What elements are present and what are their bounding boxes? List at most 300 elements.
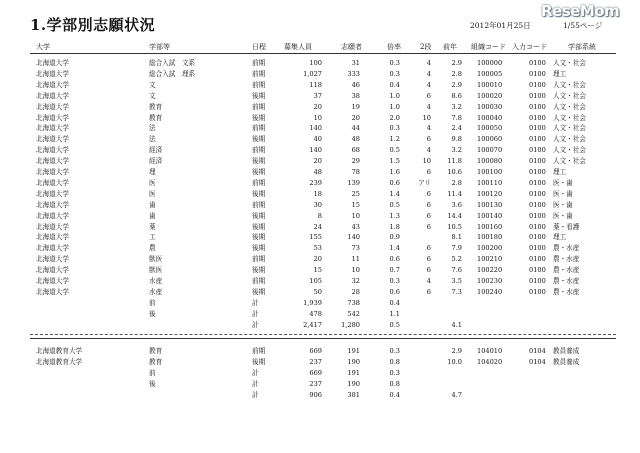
cell-univ: 北海道大学	[36, 277, 69, 285]
cell-prev: 2.9	[451, 80, 462, 89]
cell-ratio: 0.3	[389, 347, 400, 355]
cell-dan: 4	[426, 59, 431, 67]
cell-field: 教員養成	[553, 357, 580, 366]
cell-ratio: 0.7	[389, 266, 400, 275]
cell-field: 農・水産	[553, 255, 580, 264]
table-row	[30, 287, 616, 297]
table-row	[30, 200, 616, 210]
cell-apps: 43	[351, 222, 360, 231]
cell-univ: 北海道大学	[36, 266, 69, 275]
cell-field: 人文・社会	[553, 102, 586, 111]
cell-dan: 6	[426, 255, 431, 264]
cell-faculty: 理	[149, 168, 156, 176]
cell-dan: 6	[426, 200, 431, 209]
cell-cap: 50	[313, 287, 322, 296]
cell-ratio: 1.4	[389, 189, 400, 198]
cell-prev: 3.2	[451, 102, 462, 111]
cell-ratio: 0.3	[389, 59, 400, 67]
cell-inp: 0100	[529, 244, 546, 253]
cell-ratio: 0.4	[389, 80, 400, 89]
cell-cap: 10	[313, 113, 322, 122]
cell-univ: 北海道大学	[36, 59, 69, 67]
cell-dan: 4	[426, 277, 431, 285]
cell-prev: 3.5	[451, 277, 462, 285]
cell-faculty: 医	[149, 189, 156, 198]
cell-inp: 0100	[529, 255, 546, 264]
cell-ratio: 0.4	[389, 298, 400, 307]
cell-univ: 北海道大学	[36, 244, 69, 253]
cell-org: 100005	[477, 69, 503, 78]
cell-prev: 14.4	[447, 211, 462, 220]
cell-cap: 1,027	[303, 69, 322, 78]
cell-dan: 6	[426, 211, 431, 220]
cell-faculty: 前	[149, 298, 156, 307]
cell-univ: 北海道大学	[36, 124, 69, 133]
cell-sched: 後期	[252, 91, 266, 100]
cell-field: 人文・社会	[553, 59, 586, 67]
section-rule	[30, 338, 616, 339]
cell-univ: 北海道大学	[36, 178, 69, 187]
cell-faculty: 後	[149, 379, 156, 388]
cell-sched: 計	[252, 320, 259, 329]
cell-sched: 後期	[252, 244, 266, 253]
cell-org: 100160	[477, 222, 503, 231]
table-row	[30, 145, 616, 155]
cell-org: 100080	[477, 157, 503, 166]
cell-cap: 2,417	[303, 320, 322, 329]
table-row	[30, 69, 616, 79]
cell-faculty: 薬	[149, 222, 156, 231]
col-header-faculty: 学部等	[149, 43, 170, 51]
table-row	[30, 232, 616, 242]
cell-univ: 北海道大学	[36, 91, 69, 100]
cell-faculty: 水産	[149, 277, 163, 285]
cell-sched: 後期	[252, 211, 266, 220]
cell-dan: 6	[426, 266, 431, 275]
total-row	[30, 368, 616, 378]
cell-apps: 191	[347, 347, 360, 355]
cell-ratio: 0.4	[389, 390, 400, 399]
cell-dan: 6	[426, 91, 431, 100]
cell-ratio: 0.8	[389, 379, 400, 388]
cell-faculty: 経済	[149, 146, 163, 155]
cell-faculty: 医	[149, 178, 156, 187]
cell-sched: 前期	[252, 200, 266, 209]
cell-cap: 37	[313, 91, 322, 100]
cell-ratio: 0.6	[389, 255, 400, 264]
cell-cap: 155	[309, 233, 322, 242]
cell-cap: 30	[313, 200, 322, 209]
cell-org: 100120	[477, 189, 503, 198]
cell-apps: 381	[347, 390, 360, 399]
cell-sched: 前期	[252, 347, 266, 355]
cell-univ: 北海道大学	[36, 146, 69, 155]
cell-faculty: 獣医	[149, 255, 163, 264]
cell-sched: 前期	[252, 255, 266, 264]
table-row	[30, 80, 616, 90]
cell-inp: 0104	[529, 357, 546, 366]
cell-inp: 0100	[529, 59, 546, 67]
cell-inp: 0100	[529, 102, 546, 111]
cell-dan: 4	[426, 124, 431, 133]
cell-sched: 前期	[252, 124, 266, 133]
cell-ratio: 0.5	[389, 146, 400, 155]
cell-sched: 後期	[252, 222, 266, 231]
cell-ratio: 0.5	[389, 200, 400, 209]
table-row	[30, 58, 616, 68]
cell-sched: 計	[252, 309, 259, 318]
cell-apps: 19	[351, 102, 360, 111]
page-number: 1/55ページ	[563, 21, 603, 30]
cell-cap: 48	[313, 168, 322, 176]
cell-org: 100240	[477, 287, 503, 296]
cell-faculty: 文	[149, 91, 156, 100]
cell-prev: 8.6	[451, 91, 462, 100]
cell-prev: 4.7	[451, 390, 462, 399]
table-row	[30, 346, 616, 356]
col-header-org-code: 組織コード	[471, 43, 506, 51]
cell-prev: 7.6	[451, 266, 462, 275]
cell-apps: 191	[347, 368, 360, 377]
total-row	[30, 298, 616, 308]
cell-apps: 78	[351, 168, 360, 176]
cell-univ: 北海道大学	[36, 113, 69, 122]
cell-cap: 140	[309, 124, 322, 133]
cell-dan: 4	[426, 69, 431, 78]
cell-field: 人文・社会	[553, 146, 586, 155]
cell-apps: 29	[351, 157, 360, 166]
cell-org: 100010	[477, 80, 503, 89]
cell-org: 100040	[477, 113, 503, 122]
table-row	[30, 102, 616, 112]
cell-org: 100050	[477, 124, 503, 133]
cell-inp: 0100	[529, 287, 546, 296]
cell-inp: 0100	[529, 233, 546, 242]
total-row	[30, 320, 616, 330]
col-header-field: 学部系統	[568, 43, 596, 51]
cell-cap: 140	[309, 146, 322, 155]
cell-field: 医・歯	[553, 189, 573, 198]
cell-inp: 0100	[529, 146, 546, 155]
cell-ratio: 2.0	[389, 113, 400, 122]
cell-sched: 前期	[252, 102, 266, 111]
cell-cap: 15	[313, 266, 322, 275]
cell-field: 農・水産	[553, 266, 580, 275]
cell-prev: 7.9	[451, 244, 462, 253]
report-date: 2012年01月25日	[470, 21, 531, 30]
cell-prev: 5.2	[451, 255, 462, 264]
cell-org: 100000	[477, 59, 503, 67]
cell-dan: 6	[426, 189, 431, 198]
cell-ratio: 1.0	[389, 91, 400, 100]
cell-cap: 239	[309, 178, 322, 187]
col-header-schedule: 日程	[252, 43, 266, 51]
cell-prev: 7.3	[451, 287, 462, 296]
table-row	[30, 91, 616, 101]
cell-ratio: 1.4	[389, 244, 400, 253]
cell-apps: 68	[351, 146, 360, 155]
cell-univ: 北海道大学	[36, 189, 69, 198]
cell-cap: 20	[313, 255, 322, 264]
cell-org: 100030	[477, 102, 503, 111]
cell-dan: 6	[426, 244, 431, 253]
cell-prev: 2.9	[451, 59, 462, 67]
cell-ratio: 0.6	[389, 178, 400, 187]
cell-inp: 0100	[529, 157, 546, 166]
cell-sched: 前期	[252, 178, 266, 187]
cell-org: 100220	[477, 266, 503, 275]
cell-faculty: 教育	[149, 347, 163, 355]
cell-cap: 669	[309, 368, 322, 377]
table-row	[30, 357, 616, 367]
table-row	[30, 265, 616, 275]
cell-faculty: 法	[149, 135, 156, 144]
cell-ratio: 0.3	[389, 368, 400, 377]
cell-org: 100060	[477, 135, 503, 144]
cell-apps: 31	[351, 59, 360, 67]
cell-cap: 40	[313, 135, 322, 144]
cell-inp: 0100	[529, 168, 546, 176]
cell-dan: 10	[422, 157, 431, 166]
cell-org: 100200	[477, 244, 503, 253]
cell-apps: 20	[351, 113, 360, 122]
cell-inp: 0100	[529, 189, 546, 198]
cell-ratio: 0.8	[389, 357, 400, 366]
table-row	[30, 167, 616, 177]
col-header-input-code: 入力コード	[512, 43, 547, 51]
cell-faculty: 文	[149, 80, 156, 89]
cell-inp: 0100	[529, 277, 546, 285]
cell-faculty: 経済	[149, 157, 163, 166]
cell-faculty: 教育	[149, 113, 163, 122]
cell-ratio: 0.9	[389, 233, 400, 242]
cell-sched: 前期	[252, 59, 266, 67]
cell-sched: 後期	[252, 287, 266, 296]
cell-apps: 10	[351, 266, 360, 275]
cell-apps: 46	[351, 80, 360, 89]
table-row	[30, 254, 616, 264]
cell-org: 100130	[477, 200, 503, 209]
cell-dan: 4	[426, 80, 431, 89]
cell-ratio: 1.5	[389, 157, 400, 166]
cell-field: 医・歯	[553, 200, 573, 209]
cell-inp: 0104	[529, 347, 546, 355]
page-title: 1.学部別志願状況	[30, 16, 156, 34]
cell-org: 100180	[477, 233, 503, 242]
cell-faculty: 工	[149, 233, 156, 242]
cell-faculty: 歯	[149, 200, 156, 209]
cell-univ: 北海道大学	[36, 168, 69, 176]
cell-prev: 11.8	[447, 157, 462, 166]
cell-apps: 44	[351, 124, 360, 133]
header-rule	[30, 53, 616, 54]
cell-field: 農・水産	[553, 287, 580, 296]
cell-univ: 北海道大学	[36, 157, 69, 166]
cell-ratio: 1.0	[389, 102, 400, 111]
cell-field: 人文・社会	[553, 124, 586, 133]
cell-org: 100140	[477, 211, 503, 220]
cell-sched: 後期	[252, 189, 266, 198]
cell-apps: 15	[351, 200, 360, 209]
cell-sched: 前期	[252, 80, 266, 89]
cell-apps: 11	[351, 255, 360, 264]
cell-dan: 4	[426, 102, 431, 111]
cell-apps: 38	[351, 91, 360, 100]
cell-dan: 6	[426, 135, 431, 144]
cell-sched: 後期	[252, 168, 266, 176]
cell-cap: 20	[313, 102, 322, 111]
cell-cap: 8	[317, 211, 322, 220]
cell-field: 人文・社会	[553, 157, 586, 166]
cell-org: 100100	[477, 168, 503, 176]
cell-inp: 0100	[529, 200, 546, 209]
cell-univ: 北海道大学	[36, 287, 69, 296]
cell-field: 人文・社会	[553, 91, 586, 100]
cell-cap: 669	[309, 347, 322, 355]
cell-faculty: 総合入試 理系	[149, 69, 196, 78]
cell-apps: 190	[347, 357, 360, 366]
cell-sched: 計	[252, 368, 259, 377]
cell-inp: 0100	[529, 124, 546, 133]
cell-cap: 237	[309, 357, 322, 366]
cell-ratio: 1.6	[389, 168, 400, 176]
cell-sched: 計	[252, 390, 259, 399]
cell-apps: 10	[351, 211, 360, 220]
cell-ratio: 1.2	[389, 135, 400, 144]
cell-prev: 10.0	[447, 357, 462, 366]
cell-sched: 後期	[252, 357, 266, 366]
cell-faculty: 総合入試 文系	[149, 59, 196, 67]
cell-ratio: 1.8	[389, 222, 400, 231]
cell-prev: 10.6	[447, 168, 462, 176]
cell-univ: 北海道大学	[36, 135, 69, 144]
cell-inp: 0100	[529, 178, 546, 187]
cell-field: 理工	[553, 69, 567, 78]
cell-field: 農・水産	[553, 277, 580, 285]
cell-inp: 0100	[529, 113, 546, 122]
table-row	[30, 189, 616, 199]
cell-org: 104020	[477, 357, 503, 366]
cell-cap: 118	[309, 80, 322, 89]
cell-prev: 11.4	[447, 189, 462, 198]
cell-cap: 237	[309, 379, 322, 388]
cell-ratio: 0.6	[389, 287, 400, 296]
cell-org: 104010	[477, 347, 503, 355]
cell-dan: 6	[426, 287, 431, 296]
cell-prev: 2.8	[451, 178, 462, 187]
total-row	[30, 379, 616, 389]
cell-org: 100230	[477, 277, 503, 285]
cell-field: 人文・社会	[553, 80, 586, 89]
cell-sched: 計	[252, 379, 259, 388]
cell-faculty: 獣医	[149, 266, 163, 275]
cell-org: 100110	[477, 178, 503, 187]
table-row	[30, 178, 616, 188]
col-header-ratio: 倍率	[387, 43, 401, 51]
cell-sched: 後期	[252, 113, 266, 122]
cell-apps: 32	[351, 277, 360, 285]
cell-sched: 前期	[252, 277, 266, 285]
table-row	[30, 211, 616, 221]
cell-cap: 906	[309, 390, 322, 399]
cell-apps: 73	[351, 244, 360, 253]
cell-org: 100210	[477, 255, 503, 264]
cell-inp: 0100	[529, 222, 546, 231]
cell-sched: 前期	[252, 146, 266, 155]
cell-univ: 北海道大学	[36, 233, 69, 242]
cell-cap: 18	[313, 189, 322, 198]
cell-apps: 139	[347, 178, 360, 187]
table-row	[30, 243, 616, 253]
cell-sched: 後期	[252, 233, 266, 242]
table-row	[30, 222, 616, 232]
cell-cap: 1,939	[303, 298, 322, 307]
cell-field: 人文・社会	[553, 113, 586, 122]
cell-field: 医・歯	[553, 178, 573, 187]
cell-field: 理工	[553, 168, 567, 176]
cell-cap: 53	[313, 244, 322, 253]
cell-field: 人文・社会	[553, 135, 586, 144]
cell-ratio: 0.3	[389, 69, 400, 78]
cell-faculty: 農	[149, 244, 156, 253]
cell-apps: 542	[347, 309, 360, 318]
cell-inp: 0100	[529, 80, 546, 89]
cell-inp: 0100	[529, 135, 546, 144]
cell-cap: 478	[309, 309, 322, 318]
cell-univ: 北海道大学	[36, 222, 69, 231]
cell-univ: 北海道教育大学	[36, 357, 83, 366]
cell-dan: 6	[426, 222, 431, 231]
cell-faculty: 教育	[149, 102, 163, 111]
cell-prev: 2.9	[451, 347, 462, 355]
cell-dan: 4	[426, 146, 431, 155]
table-row	[30, 276, 616, 286]
cell-univ: 北海道大学	[36, 102, 69, 111]
col-header-univ: 大学	[36, 43, 50, 51]
col-header-two-stage: 2段	[420, 43, 432, 51]
cell-apps: 140	[347, 233, 360, 242]
cell-sched: 後期	[252, 135, 266, 144]
col-header-prev-year: 前年	[443, 43, 457, 51]
cell-faculty: 教育	[149, 357, 163, 366]
cell-prev: 8.1	[451, 233, 462, 242]
cell-apps: 190	[347, 379, 360, 388]
cell-ratio: 1.1	[389, 309, 400, 318]
total-row	[30, 309, 616, 319]
cell-inp: 0100	[529, 211, 546, 220]
cell-org: 100070	[477, 146, 503, 155]
cell-dan: 6	[426, 168, 431, 176]
cell-univ: 北海道大学	[36, 200, 69, 209]
cell-faculty: 後	[149, 309, 156, 318]
total-row	[30, 390, 616, 400]
cell-apps: 738	[347, 298, 360, 307]
col-header-applicants: 志願者	[341, 43, 362, 51]
cell-prev: 2.4	[451, 124, 462, 133]
table-row	[30, 113, 616, 123]
cell-dan: アリ	[418, 178, 431, 187]
cell-inp: 0100	[529, 91, 546, 100]
cell-apps: 333	[347, 69, 360, 78]
cell-ratio: 1.3	[389, 211, 400, 220]
cell-apps: 48	[351, 135, 360, 144]
cell-prev: 10.5	[447, 222, 462, 231]
cell-org: 100020	[477, 91, 503, 100]
cell-faculty: 歯	[149, 211, 156, 220]
col-header-capacity: 募集人員	[284, 43, 312, 51]
cell-cap: 100	[309, 59, 322, 67]
cell-prev: 3.2	[451, 146, 462, 155]
